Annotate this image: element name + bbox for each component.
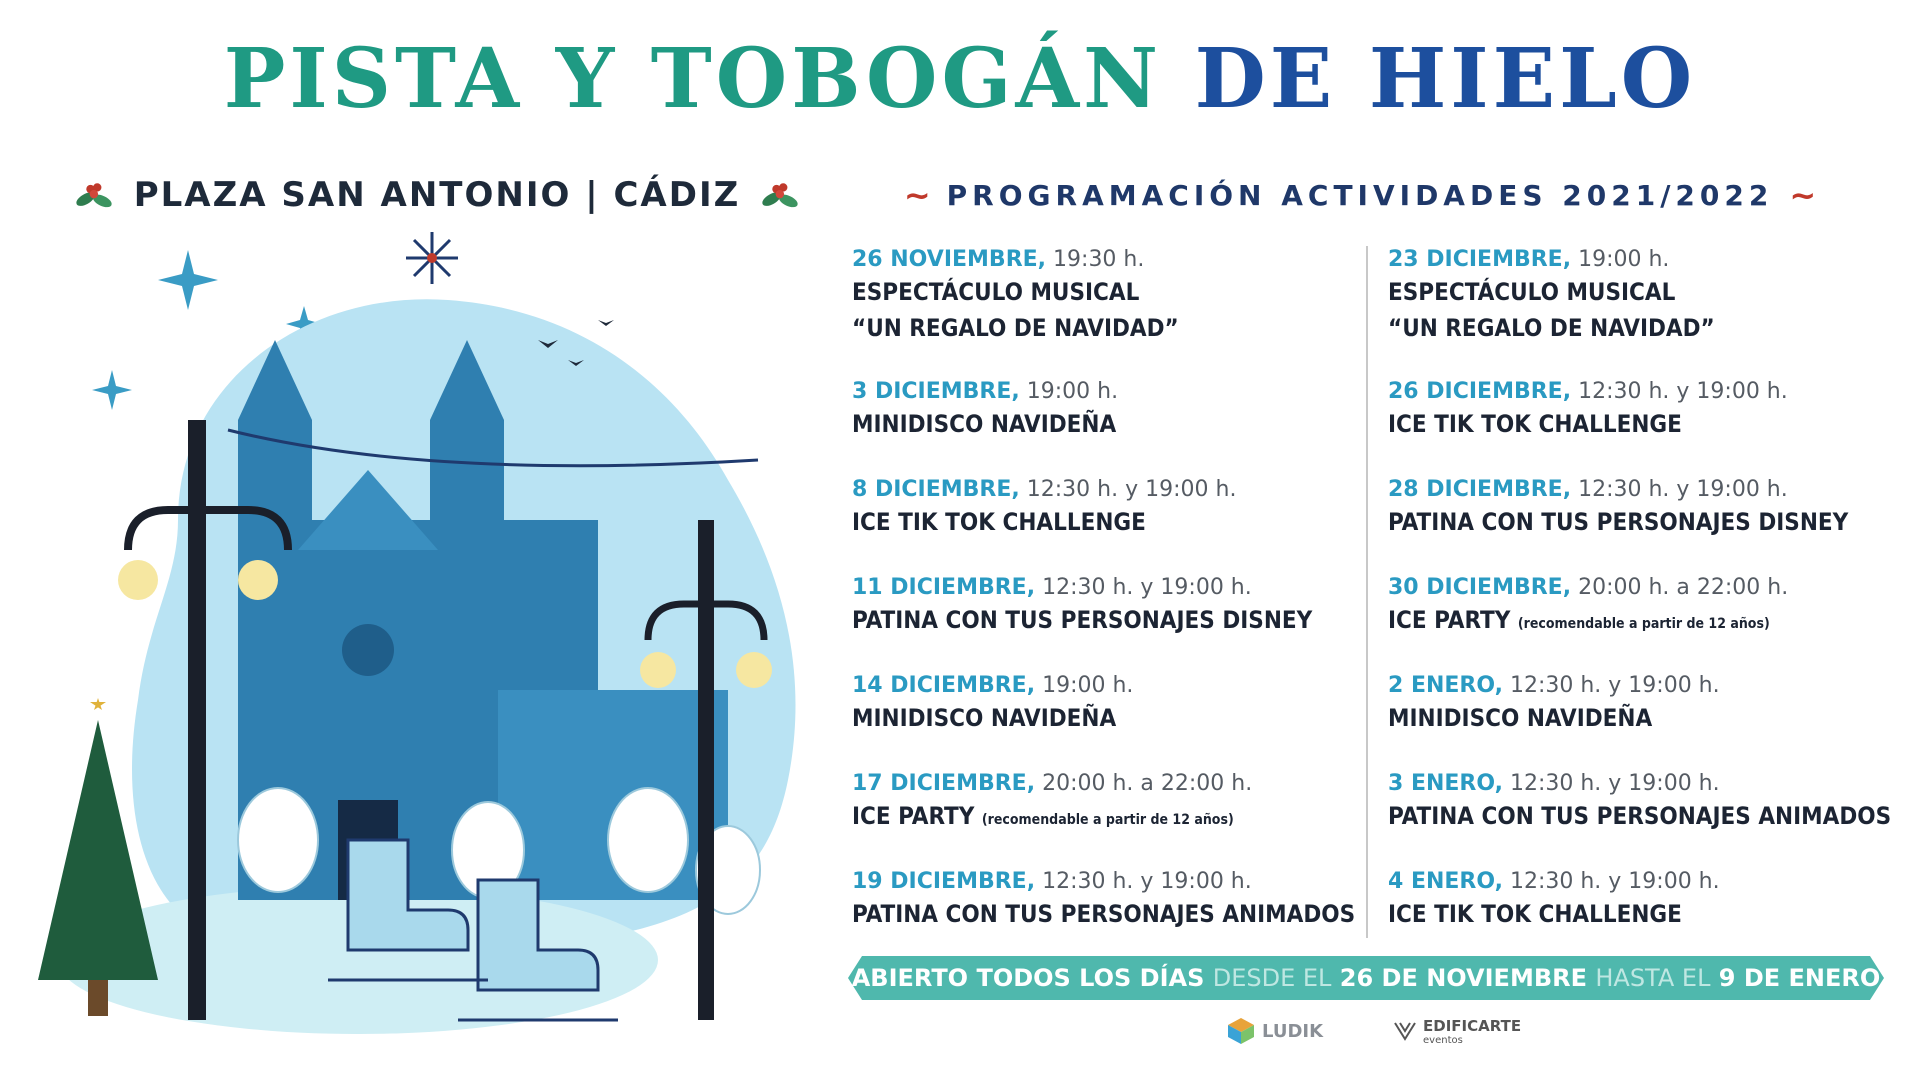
event-time: 19:00 h. — [1026, 379, 1119, 404]
event-item — [852, 378, 1412, 442]
tilde-ornament-icon: ~ — [1789, 176, 1817, 214]
cube-icon — [1226, 1016, 1256, 1046]
event-item — [1388, 378, 1920, 442]
event-time: 12:30 h. y 19:00 h. — [1042, 575, 1252, 600]
edificarte-mark-icon — [1393, 1019, 1417, 1043]
holly-icon — [758, 172, 802, 218]
event-time: 12:30 h. y 19:00 h. — [1509, 673, 1720, 698]
sparkle-icon — [158, 250, 218, 310]
ludik-logo-text: LUDIK — [1262, 1020, 1324, 1042]
event-name: PATINA CON TUS PERSONAJES ANIMADOS — [1388, 802, 1892, 830]
event-name-line2: “UN REGALO DE NAVIDAD” — [1388, 314, 1715, 342]
event-name: MINIDISCO NAVIDEÑA — [1388, 704, 1653, 732]
event-date: 28 DICIEMBRE, — [1388, 477, 1572, 502]
opening-banner — [848, 956, 1884, 1000]
ludik-logo — [1226, 1016, 1323, 1046]
event-note: (recomendable a partir de 12 años) — [981, 812, 1234, 828]
location-text: PLAZA SAN ANTONIO | CÁDIZ — [133, 175, 741, 215]
edificarte-logo — [1393, 1017, 1521, 1046]
event-name: ICE TIK TOK CHALLENGE — [1388, 410, 1682, 438]
event-time: 12:30 h. y 19:00 h. — [1509, 771, 1720, 796]
program-heading-row — [840, 176, 1880, 214]
event-date: 11 DICIEMBRE, — [852, 575, 1036, 600]
holly-icon — [72, 172, 116, 218]
event-date: 17 DICIEMBRE, — [852, 771, 1036, 796]
snowflake-icon — [406, 232, 458, 284]
event-name: ESPECTÁCULO MUSICAL — [852, 278, 1140, 306]
title-part-1: PISTA Y TOBOGÁN — [223, 31, 1163, 127]
event-note: (recomendable a partir de 12 años) — [1517, 616, 1770, 632]
banner-until: HASTA EL — [1595, 964, 1711, 992]
edificarte-logo-text: EDIFICARTE — [1423, 1016, 1522, 1035]
event-item — [852, 476, 1412, 540]
event-date: 26 DICIEMBRE, — [1388, 379, 1572, 404]
event-name: ICE PARTY — [852, 802, 975, 830]
title-part-2: DE HIELO — [1194, 31, 1697, 127]
event-name: PATINA CON TUS PERSONAJES ANIMADOS — [852, 900, 1356, 928]
event-name: MINIDISCO NAVIDEÑA — [852, 704, 1117, 732]
event-name: ICE TIK TOK CHALLENGE — [1388, 900, 1682, 928]
event-item — [852, 770, 1412, 838]
event-time: 20:00 h. a 22:00 h. — [1042, 771, 1253, 796]
event-date: 3 DICIEMBRE, — [852, 379, 1020, 404]
sparkle-icon — [92, 370, 132, 410]
banner-start-date: 26 DE NOVIEMBRE — [1339, 964, 1587, 992]
event-item — [1388, 574, 1920, 642]
event-time: 19:30 h. — [1053, 247, 1145, 272]
event-item — [852, 246, 1412, 346]
event-name: ICE TIK TOK CHALLENGE — [852, 508, 1146, 536]
banner-end-date: 9 DE ENERO — [1718, 964, 1881, 992]
event-date: 3 ENERO, — [1388, 771, 1503, 796]
event-item — [1388, 770, 1920, 834]
event-time: 12:30 h. y 19:00 h. — [1578, 379, 1788, 404]
christmas-plaza-illustration — [28, 220, 828, 1060]
program-heading: PROGRAMACIÓN ACTIVIDADES 2021/2022 — [946, 178, 1774, 212]
tilde-ornament-icon: ~ — [903, 176, 931, 214]
event-item — [1388, 246, 1920, 346]
event-time: 12:30 h. y 19:00 h. — [1026, 477, 1237, 502]
banner-from: DESDE EL — [1212, 964, 1332, 992]
sponsor-logos — [1226, 1016, 1521, 1046]
event-time: 19:00 h. — [1042, 673, 1134, 698]
location-row — [72, 172, 802, 218]
event-time: 12:30 h. y 19:00 h. — [1042, 869, 1252, 894]
event-date: 30 DICIEMBRE, — [1388, 575, 1572, 600]
event-item — [852, 868, 1412, 932]
event-date: 14 DICIEMBRE, — [852, 673, 1036, 698]
event-date: 19 DICIEMBRE, — [852, 869, 1036, 894]
event-time: 12:30 h. y 19:00 h. — [1509, 869, 1720, 894]
event-item — [1388, 476, 1920, 540]
event-name: PATINA CON TUS PERSONAJES DISNEY — [1388, 508, 1849, 536]
event-date: 4 ENERO, — [1388, 869, 1503, 894]
banner-open-days: ABIERTO TODOS LOS DÍAS — [851, 964, 1205, 992]
event-name: PATINA CON TUS PERSONAJES DISNEY — [852, 606, 1313, 634]
banner-text — [848, 956, 1884, 1000]
event-date: 26 NOVIEMBRE, — [852, 247, 1047, 272]
page-title — [0, 31, 1920, 127]
event-name: MINIDISCO NAVIDEÑA — [852, 410, 1117, 438]
event-name: ESPECTÁCULO MUSICAL — [1388, 278, 1676, 306]
event-item — [1388, 672, 1920, 736]
event-date: 8 DICIEMBRE, — [852, 477, 1020, 502]
event-date: 2 ENERO, — [1388, 673, 1503, 698]
event-time: 19:00 h. — [1578, 247, 1670, 272]
event-name: ICE PARTY — [1388, 606, 1511, 634]
event-name-line2: “UN REGALO DE NAVIDAD” — [852, 314, 1179, 342]
event-item — [852, 574, 1412, 638]
event-time: 12:30 h. y 19:00 h. — [1578, 477, 1788, 502]
event-date: 23 DICIEMBRE, — [1388, 247, 1572, 272]
edificarte-logo-sub: eventos — [1423, 1034, 1463, 1046]
event-item — [852, 672, 1412, 736]
event-time: 20:00 h. a 22:00 h. — [1578, 575, 1789, 600]
event-item — [1388, 868, 1920, 932]
